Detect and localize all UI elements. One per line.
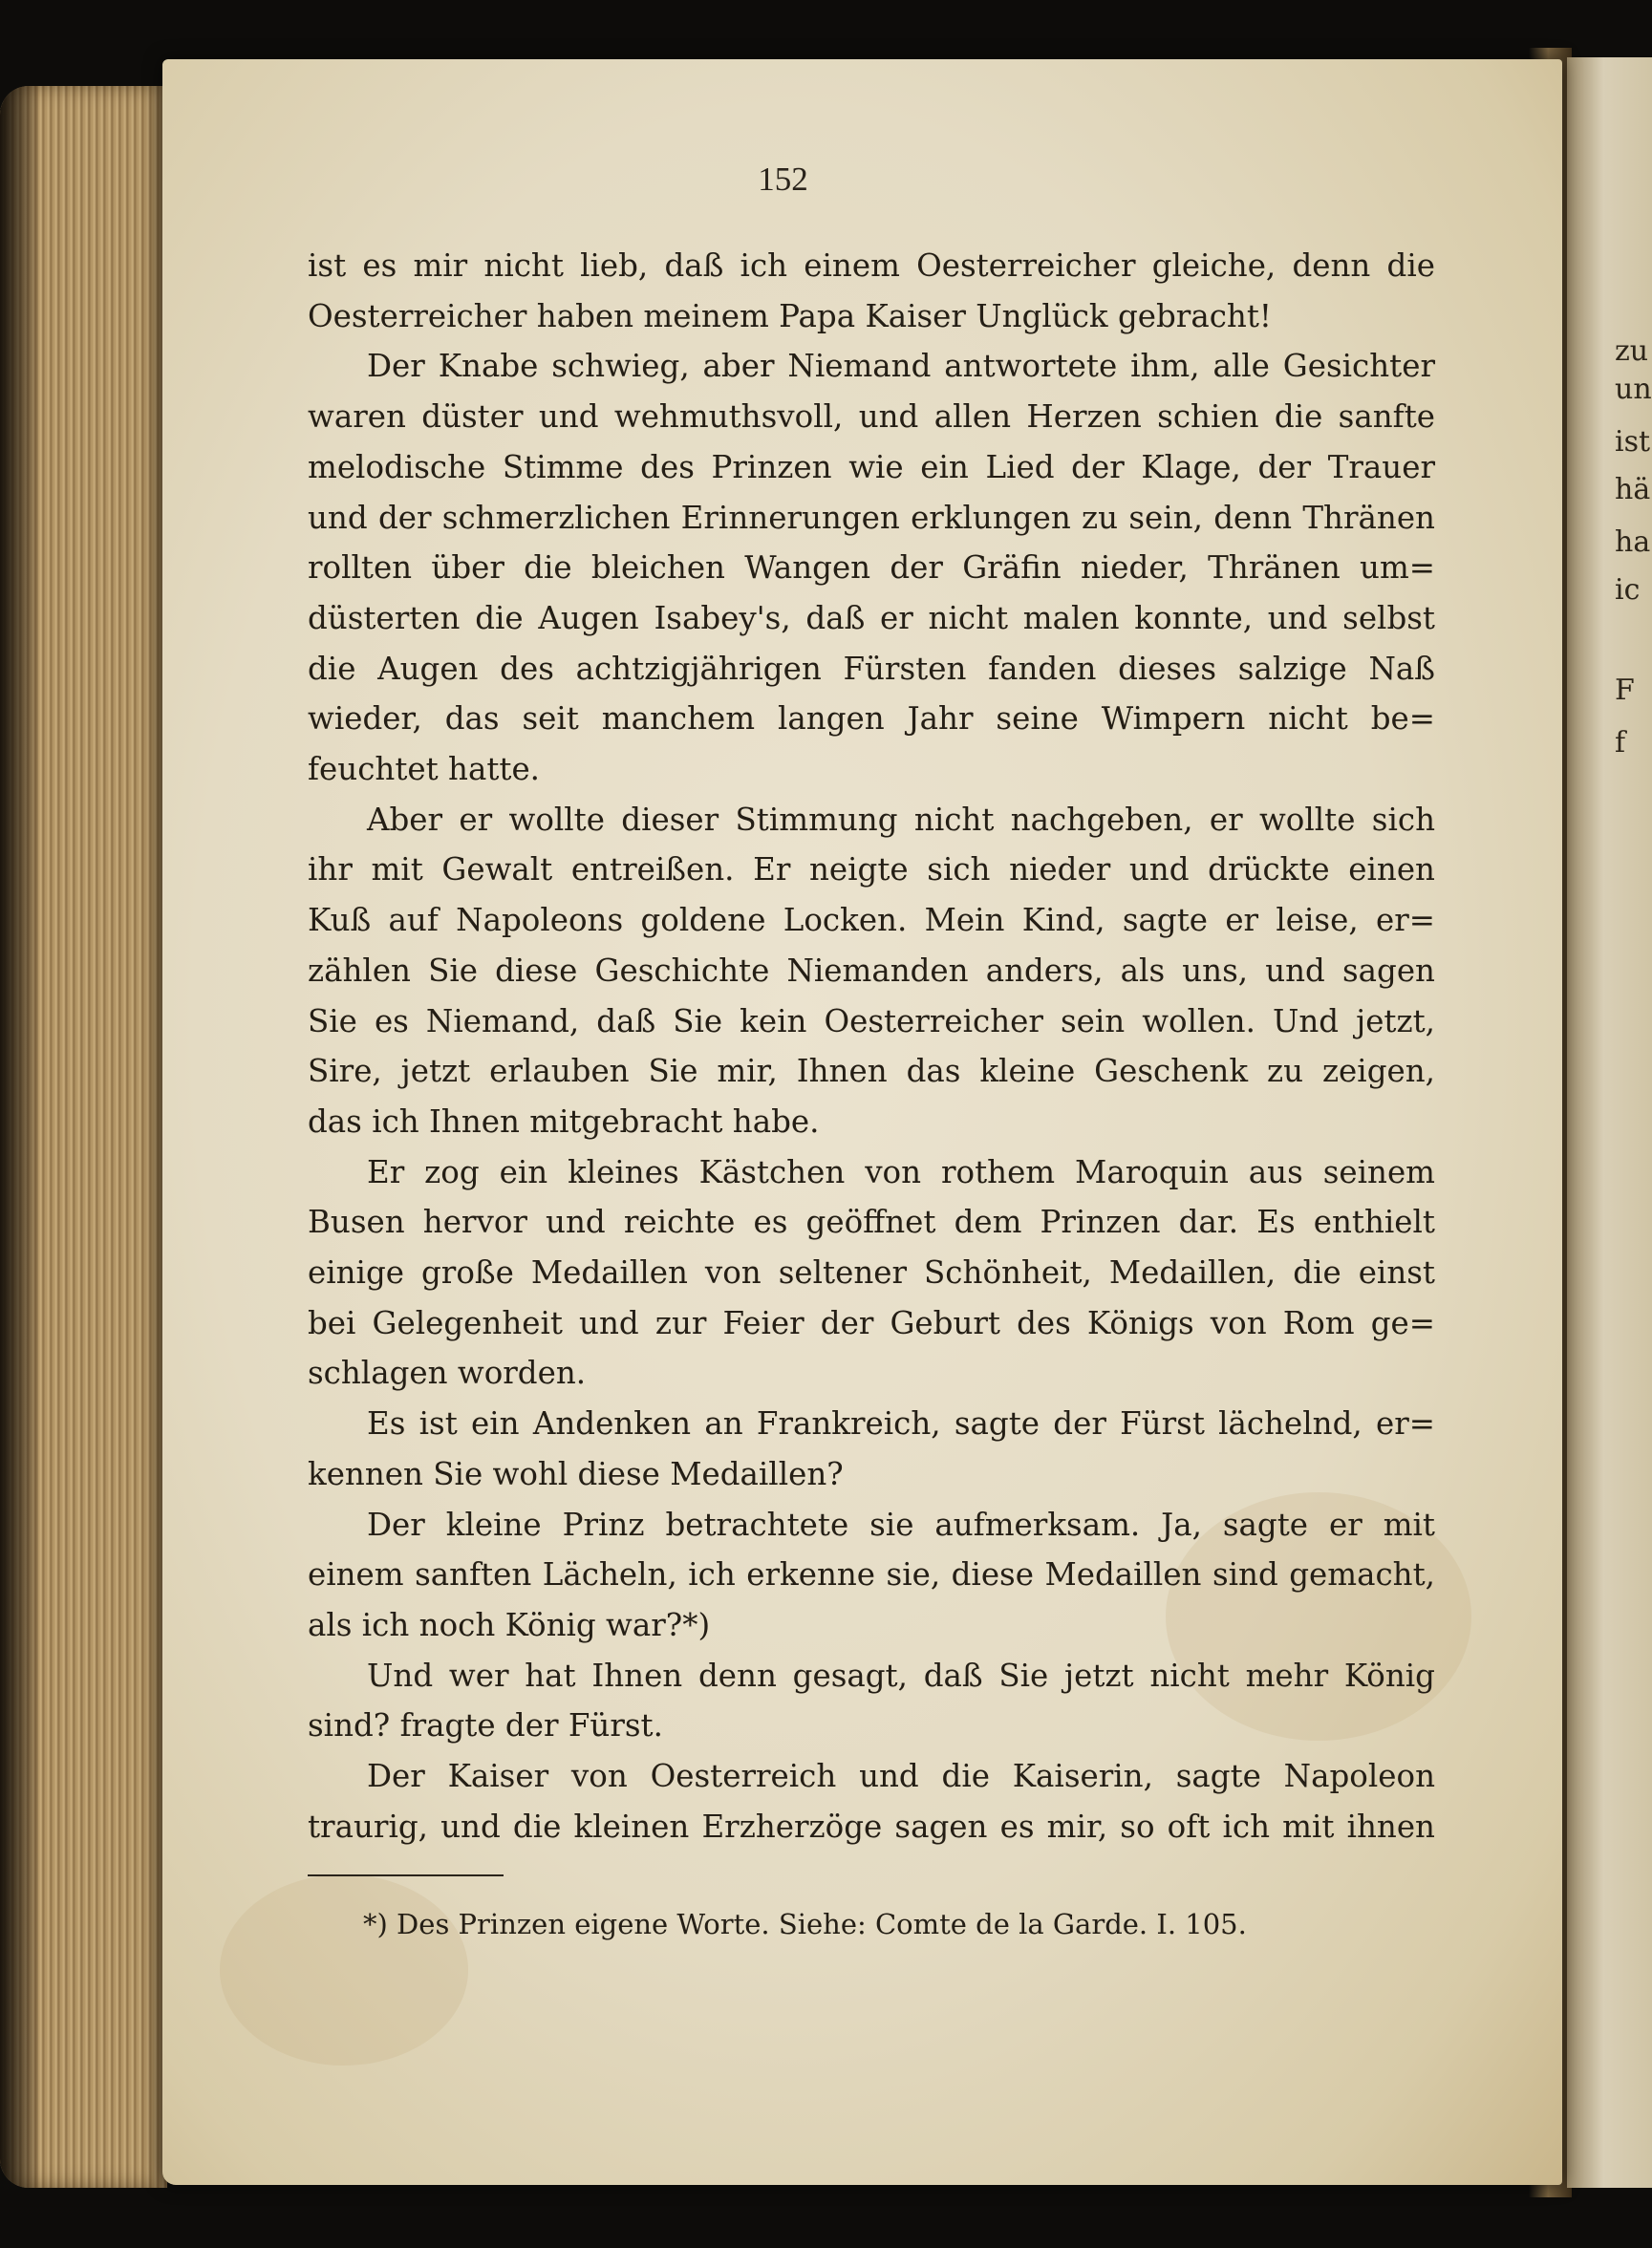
text-line: Der Kaiser von Oesterreich und die Kaiserin, sagte Napoleon (367, 1758, 1435, 1795)
text-line: zählen Sie diese Geschichte Niemanden anders, als uns, und sagen (308, 952, 1435, 989)
footnote-rule (308, 1874, 504, 1876)
facing-page-fragment: ha (1615, 525, 1651, 559)
text-line: traurig, und die kleinen Erzherzöge sagen es mir, so oft ich mit ihnen (308, 1808, 1435, 1845)
text-line: schlagen worden. (308, 1355, 587, 1392)
body-text (308, 241, 1435, 1852)
page-number: 152 (758, 161, 808, 198)
facing-page-fragment: hä (1615, 473, 1651, 506)
facing-page-edge (1567, 57, 1652, 2188)
text-line: waren düster und wehmuthsvoll, und allen Herzen schien die sanfte (308, 398, 1435, 436)
text-line: Sie es Niemand, daß Sie kein Oesterreicher sein wollen. Und jetzt, (308, 1002, 1435, 1039)
text-line: bei Gelegenheit und zur Feier der Geburt des Königs von Rom ge= (308, 1304, 1435, 1341)
text-line: wieder, das seit manchem langen Jahr seine Wimpern nicht be= (308, 700, 1435, 738)
text-line: rollten über die bleichen Wangen der Gräfin nieder, Thränen um= (308, 549, 1435, 587)
text-line: Busen hervor und reichte es geöffnet dem Prinzen dar. Es enthielt (308, 1204, 1435, 1241)
text-line: Der kleine Prinz betrachtete sie aufmerksam. Ja, sagte er mit (367, 1506, 1435, 1543)
text-line: Kuß auf Napoleons goldene Locken. Mein Kind, sagte er leise, er= (308, 902, 1435, 939)
facing-page-fragment: F (1615, 674, 1635, 707)
facing-page-fragment: ist (1615, 425, 1651, 459)
text-line: ist es mir nicht lieb, daß ich einem Oesterreicher gleiche, denn die (308, 247, 1435, 284)
text-line: feuchtet hatte. (308, 751, 541, 788)
text-line: Es ist ein Andenken an Frankreich, sagte der Fürst lächelnd, er= (367, 1405, 1435, 1443)
text-line: das ich Ihnen mitgebracht habe. (308, 1103, 820, 1140)
text-line: einem sanften Lächeln, ich erkenne sie, diese Medaillen sind gemacht, (308, 1556, 1435, 1594)
text-line: die Augen des achtzigjährigen Fürsten fanden dieses salzige Naß (308, 650, 1435, 687)
footnote: *) Des Prinzen eigene Worte. Siehe: Comte de la Garde. I. 105. (363, 1908, 1247, 1940)
text-line: kennen Sie wohl diese Medaillen? (308, 1455, 844, 1492)
text-line: melodische Stimme des Prinzen wie ein Lied der Klage, der Trauer (308, 448, 1435, 485)
page-stain (220, 1874, 468, 2066)
text-line: ihr mit Gewalt entreißen. Er neigte sich nieder und drückte einen (308, 851, 1435, 888)
text-line: und der schmerzlichen Erinnerungen erklungen zu sein, denn Thränen (308, 499, 1435, 536)
facing-page-fragment: un (1615, 373, 1652, 406)
text-line: Sire, jetzt erlauben Sie mir, Ihnen das kleine Geschenk zu zeigen, (308, 1053, 1435, 1090)
text-line: Der Knabe schwieg, aber Niemand antwortete ihm, alle Gesichter (367, 348, 1435, 385)
facing-page-fragment: zu (1615, 334, 1649, 368)
text-line: düsterten die Augen Isabey's, daß er nicht malen konnte, und selbst (308, 599, 1435, 636)
book-page-edges (0, 86, 167, 2188)
text-line: Und wer hat Ihnen denn gesagt, daß Sie jetzt nicht mehr König (367, 1657, 1435, 1694)
text-line: Aber er wollte dieser Stimmung nicht nachgeben, er wollte sich (367, 801, 1435, 838)
text-line: als ich noch König war?*) (308, 1606, 711, 1643)
facing-page-fragment: ic (1615, 573, 1641, 607)
facing-page-fragment: f (1615, 726, 1626, 760)
text-line: sind? fragte der Fürst. (308, 1707, 663, 1745)
text-line: Oesterreicher haben meinem Papa Kaiser Unglück gebracht! (308, 297, 1272, 334)
text-line: Er zog ein kleines Kästchen von rothem Maroquin aus seinem (367, 1153, 1435, 1190)
text-line: einige große Medaillen von seltener Schönheit, Medaillen, die einst (308, 1254, 1435, 1292)
